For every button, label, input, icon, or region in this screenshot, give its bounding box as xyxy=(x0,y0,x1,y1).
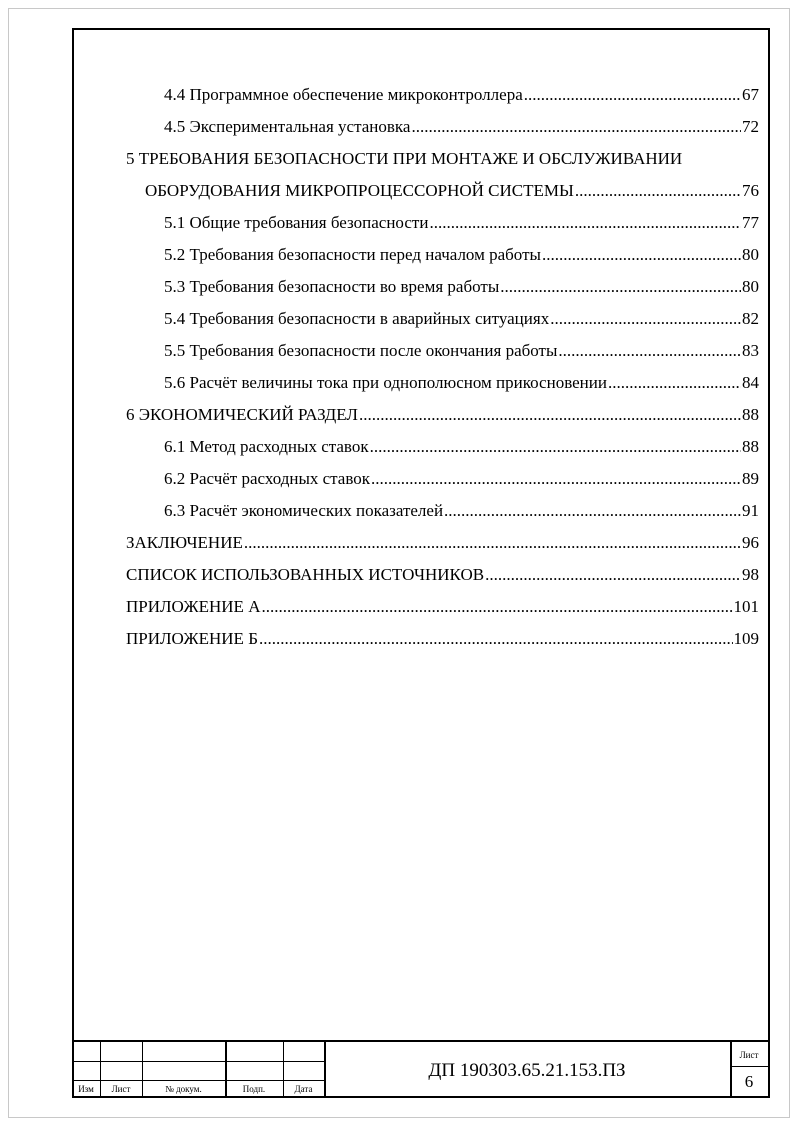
toc-leader-dots xyxy=(429,212,741,234)
toc-entry-label: ЗАКЛЮЧЕНИЕ xyxy=(126,533,243,552)
toc-entry-page: 96 xyxy=(742,533,759,552)
toc-entry xyxy=(126,596,759,618)
toc-entry-page: 88 xyxy=(742,437,759,456)
toc-entry xyxy=(164,372,759,394)
toc-entry-page: 101 xyxy=(733,597,759,616)
toc-leader-dots xyxy=(244,532,741,554)
toc-entry xyxy=(126,628,759,650)
toc-entry-label: ПРИЛОЖЕНИЕ А xyxy=(126,597,261,616)
toc-entry-page: 72 xyxy=(742,117,759,136)
toc-entry-page: 98 xyxy=(742,565,759,584)
stamp-label-doc: № докум. xyxy=(165,1084,202,1094)
toc-entry-page: 89 xyxy=(742,469,759,488)
toc-leader-dots xyxy=(261,596,732,618)
toc-entry xyxy=(164,276,759,298)
toc-leader-dots xyxy=(558,340,741,362)
toc-entry-label: 5.1 Общие требования безопасности xyxy=(164,213,429,232)
toc-entry-page: 84 xyxy=(742,373,759,392)
sheet-label: Лист xyxy=(739,1050,759,1060)
toc-entry xyxy=(164,468,759,490)
toc-entry xyxy=(164,212,759,234)
toc-entry-label: СПИСОК ИСПОЛЬЗОВАННЫХ ИСТОЧНИКОВ xyxy=(126,565,485,584)
toc-entry xyxy=(126,532,759,554)
toc-entry xyxy=(164,116,759,138)
toc-entry-label: 5.4 Требования безопасности в аварийных ситуациях xyxy=(164,309,550,328)
toc-entry-label: ОБОРУДОВАНИЯ МИКРОПРОЦЕССОРНОЙ СИСТЕМЫ xyxy=(145,181,574,200)
toc-entry-page: 82 xyxy=(742,309,759,328)
toc-entry-label: ПРИЛОЖЕНИЕ Б xyxy=(126,629,258,648)
stamp-label-sign: Подп. xyxy=(242,1084,266,1094)
toc-entry xyxy=(164,308,759,330)
toc-entry-label: 4.4 Программное обеспечение микроконтроллера xyxy=(164,85,523,104)
toc-entry xyxy=(164,500,759,522)
title-block xyxy=(72,1040,770,1098)
toc-entry-label: 5.3 Требования безопасности во время работы xyxy=(164,277,500,296)
document-code: ДП 190303.65.21.153.ПЗ xyxy=(428,1060,626,1081)
toc-entry-label: 5.5 Требования безопасности после окончания работы xyxy=(164,341,558,360)
toc-entry-page: 76 xyxy=(742,181,759,200)
toc-entry-label: 6.3 Расчёт экономических показателей xyxy=(164,501,444,520)
toc-leader-dots xyxy=(608,372,741,394)
toc-entry xyxy=(164,436,759,458)
toc-entry-label: 5.2 Требования безопасности перед началом работы xyxy=(164,245,541,264)
toc-leader-dots xyxy=(550,308,741,330)
toc-entry-page: 83 xyxy=(742,341,759,360)
toc-leader-dots xyxy=(485,564,741,586)
stamp-divider xyxy=(72,1080,324,1081)
toc-entry xyxy=(145,180,759,202)
toc-leader-dots xyxy=(500,276,741,298)
toc-entry-page: 88 xyxy=(742,405,759,424)
toc-leader-dots xyxy=(444,500,741,522)
toc-leader-dots xyxy=(575,180,741,202)
toc-entry xyxy=(164,340,759,362)
stamp-label-izm: Изм xyxy=(78,1084,94,1094)
toc-entry-page: 77 xyxy=(742,213,759,232)
toc-entry xyxy=(126,564,759,586)
toc-entry-page: 91 xyxy=(742,501,759,520)
toc-entry-label: 4.5 Экспериментальная установка xyxy=(164,117,411,136)
toc-leader-dots xyxy=(542,244,741,266)
toc-entry-page: 80 xyxy=(742,245,759,264)
toc-leader-dots xyxy=(411,116,741,138)
toc-leader-dots xyxy=(524,84,741,106)
toc-leader-dots xyxy=(370,436,741,458)
toc-entry-label: 5 ТРЕБОВАНИЯ БЕЗОПАСНОСТИ ПРИ МОНТАЖЕ И ОБСЛУЖИВАНИИ xyxy=(126,149,683,168)
toc-leader-dots xyxy=(371,468,741,490)
toc-entry xyxy=(126,404,759,426)
sheet-number: 6 xyxy=(744,1072,754,1091)
toc-entry xyxy=(164,84,759,106)
toc-leader-dots xyxy=(359,404,741,426)
toc-entry xyxy=(164,244,759,266)
toc-entry-label: 6.2 Расчёт расходных ставок xyxy=(164,469,371,488)
toc-entry-label: 6 ЭКОНОМИЧЕСКИЙ РАЗДЕЛ xyxy=(126,405,358,424)
toc-entry-label: 5.6 Расчёт величины тока при однополюсном прикосновении xyxy=(164,373,607,392)
toc-entry-label: 6.1 Метод расходных ставок xyxy=(164,437,369,456)
toc-leader-dots xyxy=(259,628,733,650)
stamp-label-date: Дата xyxy=(294,1084,313,1094)
toc-entry-page: 109 xyxy=(733,629,759,648)
stamp-label-list: Лист xyxy=(111,1084,131,1094)
stamp-divider xyxy=(72,1061,324,1062)
toc-entry-page: 67 xyxy=(742,85,759,104)
stamp-divider xyxy=(730,1066,768,1067)
toc-entry-page: 80 xyxy=(742,277,759,296)
